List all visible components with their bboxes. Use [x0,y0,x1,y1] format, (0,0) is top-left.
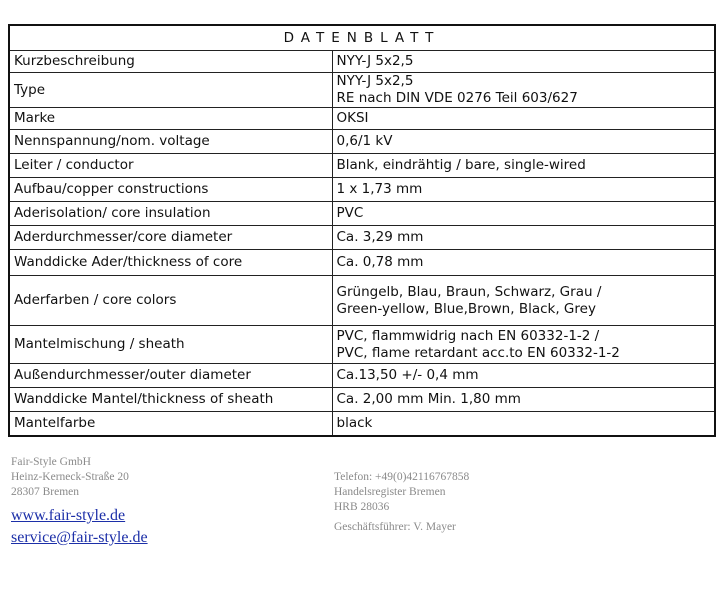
spec-value-line: PVC, flammwidrig nach EN 60332-1-2 / [336,327,600,344]
spec-label: Aderfarben / core colors [9,276,332,326]
spec-row [9,276,715,326]
spec-value [332,250,715,276]
spec-label: Marke [9,108,332,130]
spec-row [9,412,715,436]
company-city: 28307 Bremen [11,486,80,498]
spec-label: Aufbau/copper constructions [9,178,332,202]
footer-company-block [11,455,148,549]
spec-label: Außendurchmesser/outer diameter [9,364,332,388]
spec-value [332,130,715,154]
spec-row [9,154,715,178]
spec-value-line: Ca.13,50 +/- 0,4 mm [336,367,479,383]
spec-row [9,364,715,388]
spec-value [332,364,715,388]
spec-value [332,412,715,436]
spec-label: Wanddicke Mantel/thickness of sheath [9,388,332,412]
spec-row [9,250,715,276]
spec-value [332,108,715,130]
spec-value-line: black [336,414,373,431]
phone-number: Telefon: +49(0)42116767858 [334,471,470,483]
spec-value-line: Ca. 0,78 mm [336,254,424,270]
company-name: Fair-Style GmbH [11,456,91,468]
spec-row [9,51,715,73]
spec-value-line: Blank, eindrähtig / bare, single-wired [336,157,586,173]
spec-label: Nennspannung/nom. voltage [9,130,332,154]
spec-value-line: Ca. 3,29 mm [336,229,424,245]
spec-label: Wanddicke Ader/thickness of core [9,250,332,276]
spec-value [332,154,715,178]
spec-row [9,108,715,130]
spec-label: Mantelfarbe [9,412,332,436]
spec-row [9,130,715,154]
spec-label: Kurzbeschreibung [9,51,332,73]
spec-value [332,276,715,326]
hrb-number: HRB 28036 [334,501,390,513]
spec-value-line: OKSI [336,110,369,126]
spec-value [332,388,715,412]
spec-label: Leiter / conductor [9,154,332,178]
spec-label: Aderisolation/ core insulation [9,202,332,226]
spec-value-line: RE nach DIN VDE 0276 Teil 603/627 [336,90,578,106]
datasheet-table [8,24,716,437]
footer-register-block [334,470,469,535]
spec-value [332,178,715,202]
spec-value-line: Ca. 2,00 mm Min. 1,80 mm [336,391,521,407]
spec-value-line: Grüngelb, Blau, Braun, Schwarz, Grau / [336,283,602,300]
spec-row [9,73,715,108]
website-link[interactable]: www.fair-style.de [11,507,126,524]
company-street: Heinz-Kerneck-Straße 20 [11,471,129,483]
spec-row [9,226,715,250]
datasheet-title: DATENBLATT [9,25,715,51]
spec-value [332,73,715,108]
spec-value [332,51,715,73]
spec-value-line: 0,6/1 kV [336,133,393,149]
email-link[interactable]: service@fair-style.de [11,529,148,546]
spec-value [332,326,715,364]
spec-row [9,388,715,412]
spec-label: Aderdurchmesser/core diameter [9,226,332,250]
trade-register: Handelsregister Bremen [334,486,446,498]
spec-row [9,202,715,226]
spec-value-line: NYY-J 5x2,5 [336,53,414,69]
spec-value-line: Green-yellow, Blue,Brown, Black, Grey [336,300,596,317]
spec-value [332,202,715,226]
spec-value [332,226,715,250]
spec-label: Type [9,73,332,108]
spec-row [9,178,715,202]
title-row [9,25,715,51]
managing-director: Geschäftsführer: V. Mayer [334,521,456,533]
spec-value-line: PVC [336,205,364,221]
spec-value-line: 1 x 1,73 mm [336,181,423,197]
spec-value-line: NYY-J 5x2,5 [336,73,414,89]
spec-row [9,326,715,364]
spec-value-line: PVC, flame retardant acc.to EN 60332-1-2 [336,344,620,361]
spec-label: Mantelmischung / sheath [9,326,332,364]
